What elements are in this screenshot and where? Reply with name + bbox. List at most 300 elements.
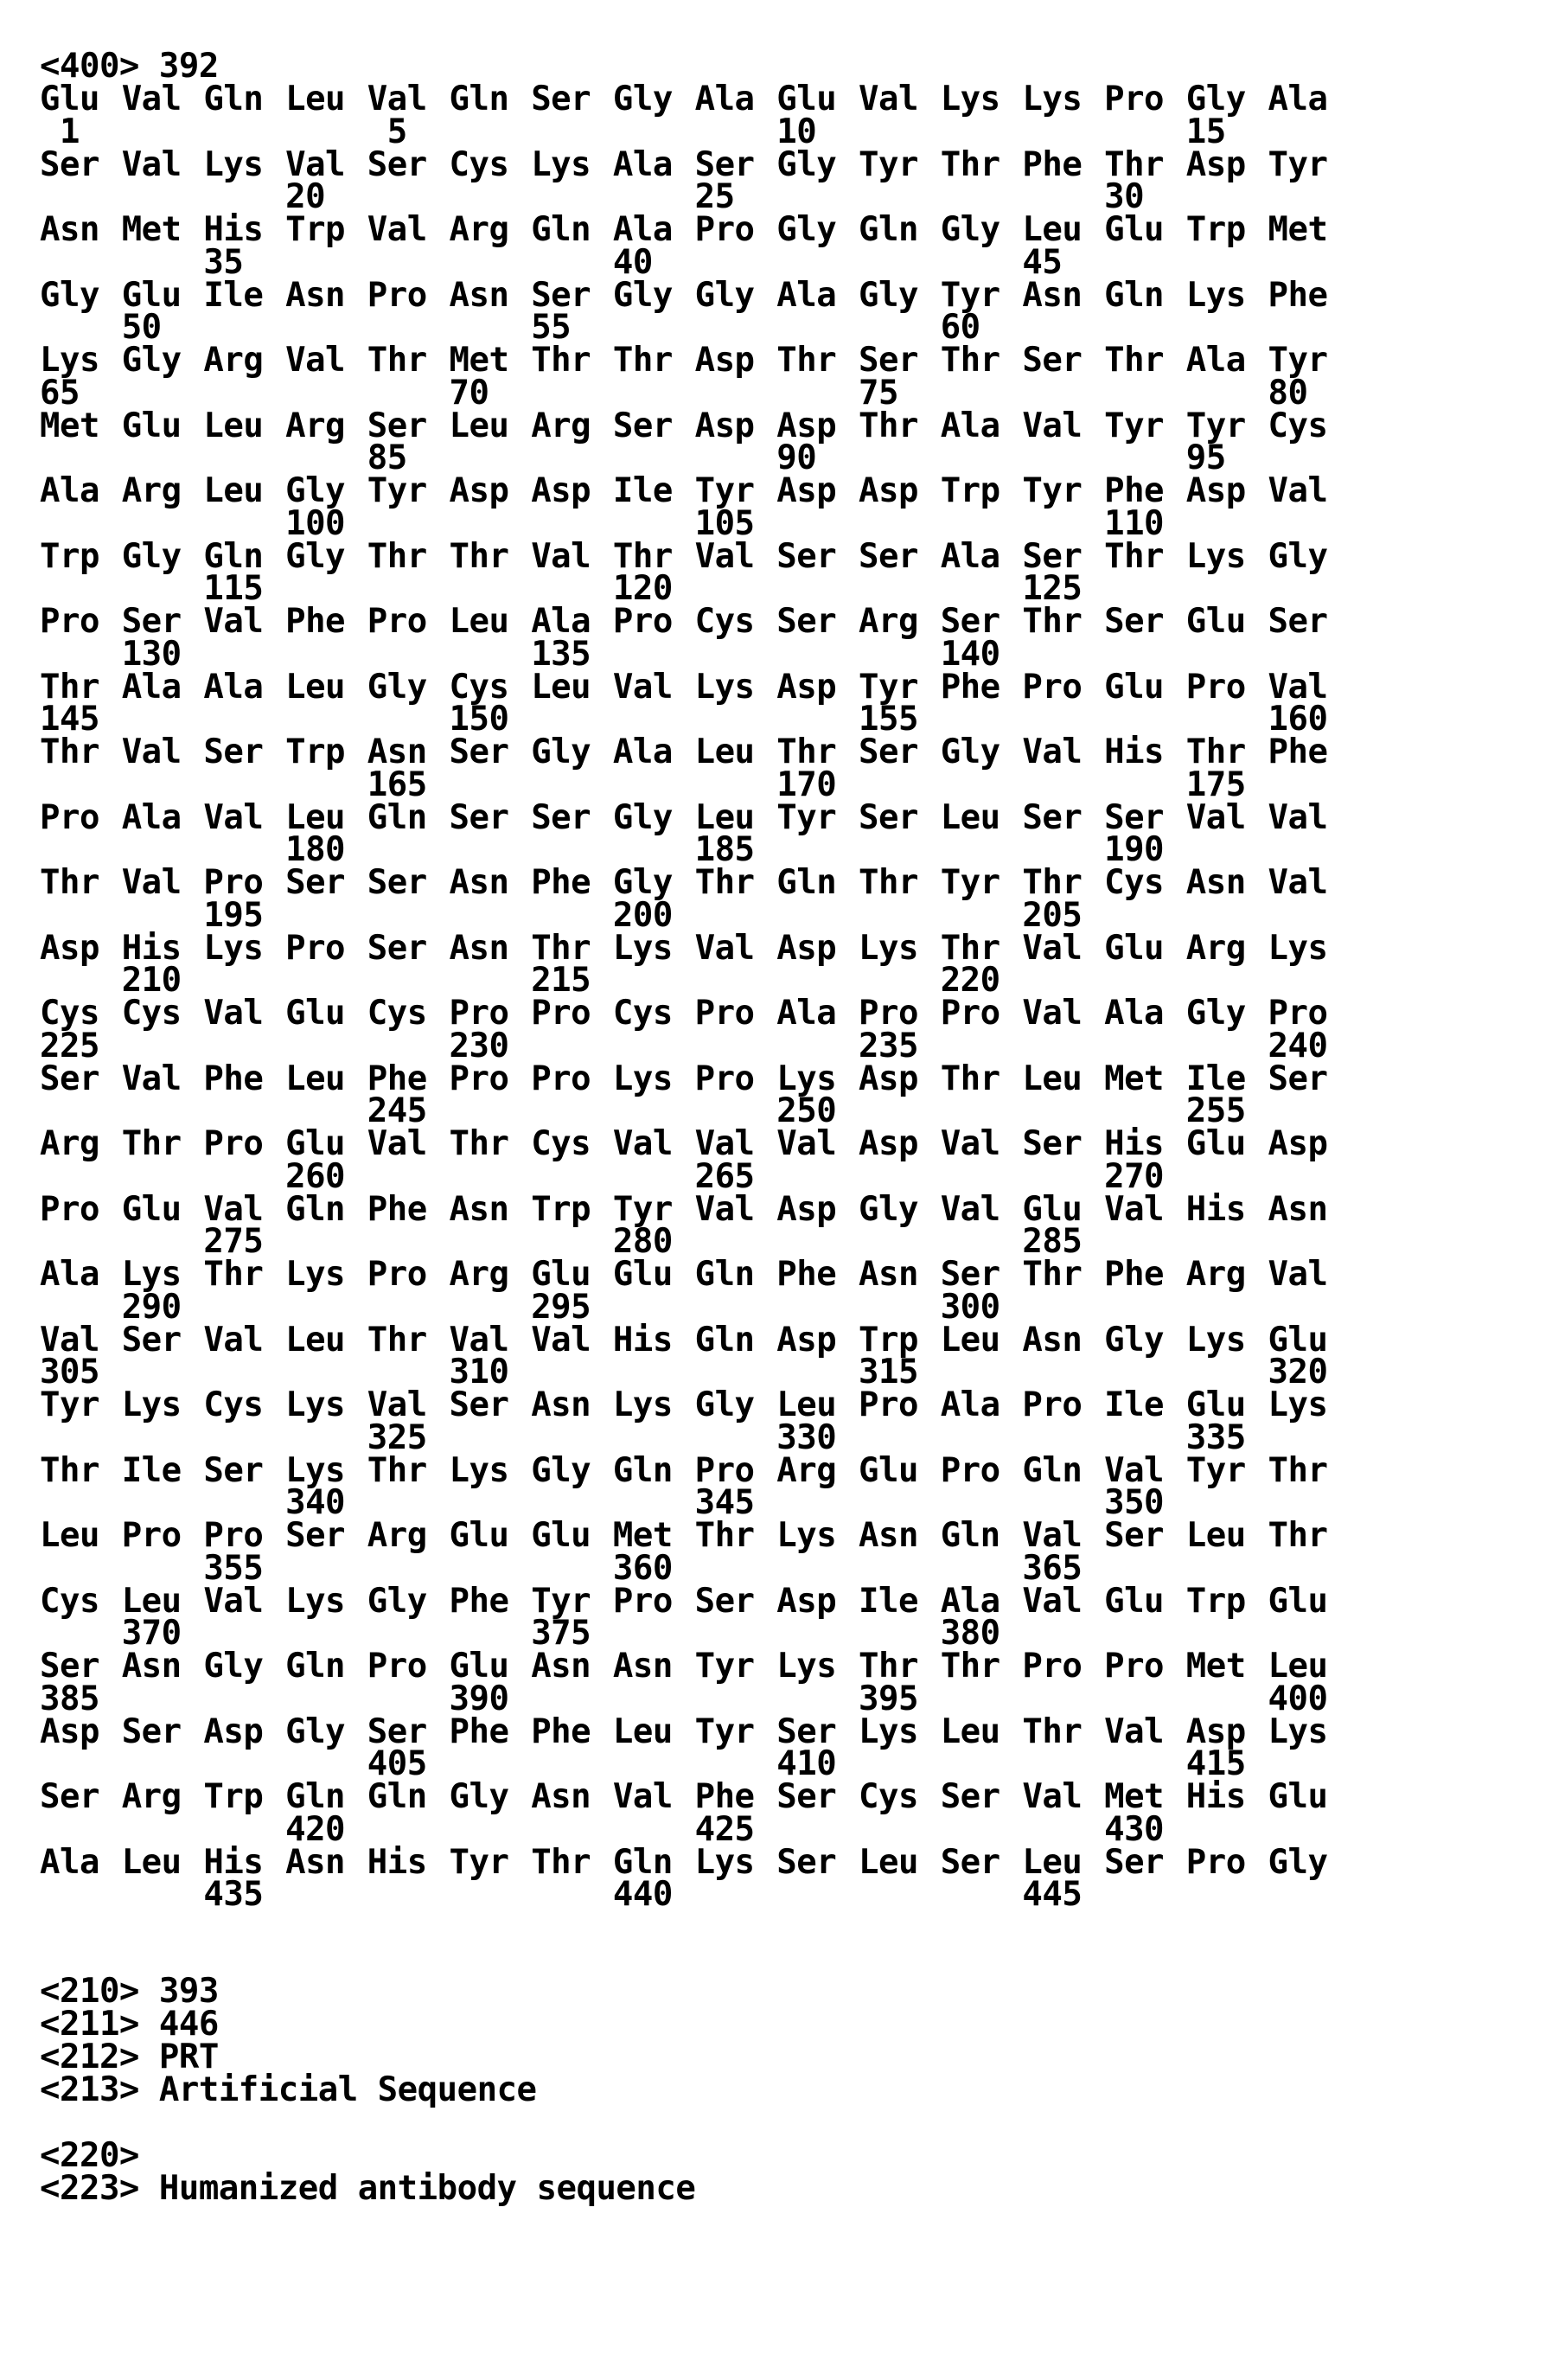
residue: Ser xyxy=(367,867,427,899)
residue: Lys xyxy=(1268,1716,1328,1749)
residue: Gln xyxy=(285,1193,345,1226)
sequence-header xyxy=(40,50,219,83)
residue: Thr xyxy=(941,149,1000,182)
residue: Asn xyxy=(40,214,99,246)
residue: Pro xyxy=(1268,997,1328,1030)
residue: Gly xyxy=(695,1389,755,1422)
position-number: 315 xyxy=(859,1356,918,1389)
position-number: 160 xyxy=(1268,703,1328,736)
residue: Asn xyxy=(1186,867,1246,899)
residue: Pro xyxy=(450,997,509,1030)
residue: Val xyxy=(1268,671,1328,704)
residue: Gln xyxy=(695,1324,755,1357)
entry-other-info xyxy=(40,2172,695,2205)
position-number: 215 xyxy=(531,964,591,997)
residue: Tyr xyxy=(367,475,427,508)
residue: Val xyxy=(695,932,755,965)
residue: Thr xyxy=(531,932,591,965)
position-number: 375 xyxy=(531,1617,591,1650)
position-number: 230 xyxy=(450,1030,509,1063)
residue: Ile xyxy=(122,1455,182,1488)
residue: Lys xyxy=(859,1716,918,1749)
residue: Ala xyxy=(941,1585,1000,1618)
residue: Thr xyxy=(1022,867,1082,899)
position-number: 55 xyxy=(531,311,571,344)
residue: Asp xyxy=(776,1585,836,1618)
residue: Tyr xyxy=(859,149,918,182)
residue: Ser xyxy=(1022,802,1082,835)
residue: Tyr xyxy=(695,1716,755,1749)
position-number: 265 xyxy=(695,1161,755,1193)
residue: Lys xyxy=(613,932,673,965)
position-number: 395 xyxy=(859,1683,918,1716)
residue: Val xyxy=(695,1193,755,1226)
residue: Val xyxy=(122,736,182,769)
residue: Ser xyxy=(776,1781,836,1814)
residue: Ser xyxy=(367,149,427,182)
position-number: 425 xyxy=(695,1814,755,1846)
residue: Thr xyxy=(859,1650,918,1683)
residue: Lys xyxy=(1186,1324,1246,1357)
residue: Asp xyxy=(695,344,755,377)
residue: Phe xyxy=(531,1716,591,1749)
residue: Arg xyxy=(1186,932,1246,965)
residue: Ser xyxy=(776,1716,836,1749)
entry-organism xyxy=(40,2074,537,2107)
position-number: 345 xyxy=(695,1487,755,1519)
position-number: 190 xyxy=(1104,834,1164,867)
position-number: 240 xyxy=(1268,1030,1328,1063)
position-number: 15 xyxy=(1186,116,1226,149)
residue: Asp xyxy=(776,475,836,508)
residue: Ser xyxy=(531,279,591,312)
residue: Thr xyxy=(776,344,836,377)
residue: Val xyxy=(40,1324,99,1357)
residue: Leu xyxy=(285,802,345,835)
position-number: 115 xyxy=(203,573,263,605)
residue: Val xyxy=(941,1193,1000,1226)
residue: Lys xyxy=(1268,1389,1328,1422)
position-number: 45 xyxy=(1022,246,1062,279)
residue: Asn xyxy=(285,279,345,312)
residue: Arg xyxy=(367,1519,427,1552)
residue: Val xyxy=(1022,1781,1082,1814)
residue: Leu xyxy=(1186,1519,1246,1552)
entry-length xyxy=(40,2008,219,2041)
position-number: 25 xyxy=(695,181,735,214)
residue: Thr xyxy=(531,344,591,377)
residue: Ser xyxy=(40,149,99,182)
position-number: 10 xyxy=(776,116,816,149)
position-number: 200 xyxy=(613,899,673,932)
residue: Val xyxy=(285,149,345,182)
residue: Asp xyxy=(776,1193,836,1226)
residue: Tyr xyxy=(40,1389,99,1422)
residue: Ala xyxy=(122,671,182,704)
residue: Pro xyxy=(450,1063,509,1096)
residue: Leu xyxy=(285,671,345,704)
residue: Ser xyxy=(450,1389,509,1422)
residue: Thr xyxy=(941,932,1000,965)
position-number: 385 xyxy=(40,1683,99,1716)
residue: Val xyxy=(613,1128,673,1161)
position-number: 80 xyxy=(1268,377,1308,410)
residue: Thr xyxy=(40,1455,99,1488)
residue: Pro xyxy=(695,1455,755,1488)
residue: Leu xyxy=(695,802,755,835)
residue: Ile xyxy=(859,1585,918,1618)
position-number: 150 xyxy=(450,703,509,736)
residue: Ser xyxy=(450,736,509,769)
residue: Gly xyxy=(776,214,836,246)
residue: Glu xyxy=(285,997,345,1030)
residue: Gln xyxy=(859,214,918,246)
residue: Asp xyxy=(40,1716,99,1749)
residue: Pro xyxy=(695,997,755,1030)
residue: Ser xyxy=(367,932,427,965)
position-number: 255 xyxy=(1186,1095,1246,1128)
position-number: 100 xyxy=(285,508,345,541)
residue: Glu xyxy=(450,1650,509,1683)
residue: His xyxy=(1104,736,1164,769)
residue: Ala xyxy=(1268,83,1328,116)
residue: Ser xyxy=(859,802,918,835)
position-number: 170 xyxy=(776,769,836,802)
position-number: 30 xyxy=(1104,181,1144,214)
residue: Leu xyxy=(613,1716,673,1749)
residue: Lys xyxy=(285,1389,345,1422)
position-number: 110 xyxy=(1104,508,1164,541)
residue: Cys xyxy=(613,997,673,1030)
position-number: 180 xyxy=(285,834,345,867)
residue: Gly xyxy=(285,475,345,508)
residue: His xyxy=(203,1846,263,1879)
residue: Pro xyxy=(285,932,345,965)
residue: Glu xyxy=(1104,932,1164,965)
residue: Pro xyxy=(203,1128,263,1161)
residue: Pro xyxy=(367,279,427,312)
residue: Leu xyxy=(1022,214,1082,246)
residue: Ala xyxy=(40,475,99,508)
residue: Thr xyxy=(367,541,427,573)
residue: Gly xyxy=(450,1781,509,1814)
residue: Val xyxy=(1104,1193,1164,1226)
seq-id-value: 393 xyxy=(159,1972,219,2011)
residue: Ala xyxy=(531,605,591,638)
residue: Pro xyxy=(1022,1389,1082,1422)
residue: Gly xyxy=(859,1193,918,1226)
residue: Thr xyxy=(859,410,918,443)
residue: Tyr xyxy=(531,1585,591,1618)
residue: Val xyxy=(531,541,591,573)
position-number: 445 xyxy=(1022,1878,1082,1911)
residue: Ser xyxy=(450,802,509,835)
residue: Gly xyxy=(285,541,345,573)
residue: Arg xyxy=(859,605,918,638)
residue: Trp xyxy=(203,1781,263,1814)
residue: Phe xyxy=(450,1716,509,1749)
residue: Gly xyxy=(613,867,673,899)
residue: Pro xyxy=(203,1519,263,1552)
length-value: 446 xyxy=(159,2005,219,2044)
position-number: 60 xyxy=(941,311,980,344)
residue: Ser xyxy=(285,867,345,899)
residue: Pro xyxy=(203,867,263,899)
residue: Lys xyxy=(941,83,1000,116)
residue: Tyr xyxy=(1186,410,1246,443)
residue: Asp xyxy=(776,410,836,443)
residue: Gly xyxy=(941,736,1000,769)
position-number: 380 xyxy=(941,1617,1000,1650)
position-number: 95 xyxy=(1186,442,1226,475)
residue: Pro xyxy=(40,802,99,835)
residue: Glu xyxy=(1186,605,1246,638)
residue: Ala xyxy=(40,1258,99,1291)
residue: Ser xyxy=(941,1846,1000,1879)
residue: Gln xyxy=(203,541,263,573)
residue: Asn xyxy=(1022,1324,1082,1357)
residue: Val xyxy=(367,1128,427,1161)
residue: Leu xyxy=(1022,1063,1082,1096)
residue: Thr xyxy=(1268,1455,1328,1488)
residue: Arg xyxy=(450,214,509,246)
residue: Pro xyxy=(695,214,755,246)
residue: Leu xyxy=(285,1063,345,1096)
residue: Glu xyxy=(1268,1781,1328,1814)
residue: Thr xyxy=(1186,736,1246,769)
position-number: 435 xyxy=(203,1878,263,1911)
residue: Ala xyxy=(776,997,836,1030)
position-number: 300 xyxy=(941,1291,1000,1324)
residue: Arg xyxy=(122,475,182,508)
residue: Thr xyxy=(1104,344,1164,377)
position-number: 430 xyxy=(1104,1814,1164,1846)
residue: Asn xyxy=(859,1258,918,1291)
residue: Phe xyxy=(1268,736,1328,769)
residue: Thr xyxy=(613,541,673,573)
residue: Leu xyxy=(203,410,263,443)
residue: Met xyxy=(1104,1063,1164,1096)
residue: Trp xyxy=(859,1324,918,1357)
residue: Thr xyxy=(203,1258,263,1291)
position-number: 285 xyxy=(1022,1225,1082,1258)
residue: Glu xyxy=(40,83,99,116)
residue: Phe xyxy=(1104,475,1164,508)
residue: Pro xyxy=(941,1455,1000,1488)
residue: Lys xyxy=(776,1519,836,1552)
residue: Val xyxy=(1268,867,1328,899)
residue: Val xyxy=(450,1324,509,1357)
tag-211: <211> xyxy=(40,2005,139,2044)
residue: Val xyxy=(531,1324,591,1357)
residue: Leu xyxy=(1022,1846,1082,1879)
position-number: 305 xyxy=(40,1356,99,1389)
residue: Ala xyxy=(941,541,1000,573)
residue: Gly xyxy=(695,279,755,312)
position-number: 440 xyxy=(613,1878,673,1911)
residue: Pro xyxy=(1104,83,1164,116)
residue: Ala xyxy=(695,83,755,116)
residue: Arg xyxy=(40,1128,99,1161)
residue: Val xyxy=(203,802,263,835)
residue: Ser xyxy=(122,1324,182,1357)
residue: Val xyxy=(367,83,427,116)
position-number: 250 xyxy=(776,1095,836,1128)
residue: Glu xyxy=(613,1258,673,1291)
residue: Ser xyxy=(859,736,918,769)
residue: Trp xyxy=(285,214,345,246)
residue: Glu xyxy=(1186,1128,1246,1161)
type-value: PRT xyxy=(159,2038,219,2076)
residue: Met xyxy=(1104,1781,1164,1814)
residue: Phe xyxy=(203,1063,263,1096)
residue: Ala xyxy=(203,671,263,704)
tag-210: <210> xyxy=(40,1972,139,2011)
residue: Thr xyxy=(695,867,755,899)
residue: Thr xyxy=(613,344,673,377)
residue: Pro xyxy=(613,605,673,638)
residue: Ala xyxy=(122,802,182,835)
residue: Val xyxy=(1268,1258,1328,1291)
residue: Tyr xyxy=(695,1650,755,1683)
residue: Leu xyxy=(941,1324,1000,1357)
residue: Asp xyxy=(859,475,918,508)
position-number: 75 xyxy=(859,377,898,410)
residue: Gly xyxy=(1268,541,1328,573)
residue: Thr xyxy=(367,1324,427,1357)
residue: Val xyxy=(613,671,673,704)
residue: Pro xyxy=(1022,671,1082,704)
entry-feature xyxy=(40,2140,139,2172)
residue: Leu xyxy=(776,1389,836,1422)
position-number: 175 xyxy=(1186,769,1246,802)
residue: Val xyxy=(285,344,345,377)
residue: His xyxy=(367,1846,427,1879)
position-number: 370 xyxy=(122,1617,182,1650)
residue: Val xyxy=(203,997,263,1030)
residue: Ser xyxy=(859,541,918,573)
position-number: 50 xyxy=(122,311,162,344)
residue: Gly xyxy=(531,1455,591,1488)
position-number: 360 xyxy=(613,1552,673,1585)
residue: Ser xyxy=(859,344,918,377)
tag-220: <220> xyxy=(40,2136,139,2175)
residue: Arg xyxy=(203,344,263,377)
residue: Lys xyxy=(203,149,263,182)
residue: Ile xyxy=(1104,1389,1164,1422)
residue: Thr xyxy=(367,1455,427,1488)
position-number: 415 xyxy=(1186,1748,1246,1781)
residue: Thr xyxy=(1022,605,1082,638)
residue: Asp xyxy=(1186,149,1246,182)
residue: Lys xyxy=(122,1389,182,1422)
residue: Gln xyxy=(776,867,836,899)
residue: Glu xyxy=(450,1519,509,1552)
tag-212: <212> xyxy=(40,2038,139,2076)
residue: Val xyxy=(776,1128,836,1161)
residue: Lys xyxy=(531,149,591,182)
residue: Trp xyxy=(941,475,1000,508)
residue: Ala xyxy=(40,1846,99,1879)
residue: Met xyxy=(40,410,99,443)
residue: Ser xyxy=(941,1781,1000,1814)
residue: Lys xyxy=(613,1389,673,1422)
residue: His xyxy=(1186,1781,1246,1814)
residue: Cys xyxy=(122,997,182,1030)
residue: Ser xyxy=(1104,1519,1164,1552)
residue: Lys xyxy=(1022,83,1082,116)
residue: Met xyxy=(613,1519,673,1552)
residue: Pro xyxy=(941,997,1000,1030)
residue: Gly xyxy=(776,149,836,182)
residue: Thr xyxy=(859,867,918,899)
residue: Trp xyxy=(1186,214,1246,246)
residue: Trp xyxy=(285,736,345,769)
residue: Ala xyxy=(941,1389,1000,1422)
header-value: 392 xyxy=(159,47,219,86)
residue: Gln xyxy=(285,1781,345,1814)
position-number: 210 xyxy=(122,964,182,997)
residue: Val xyxy=(122,867,182,899)
residue: Met xyxy=(1268,214,1328,246)
position-number: 40 xyxy=(613,246,653,279)
residue: Thr xyxy=(695,1519,755,1552)
residue: Ser xyxy=(1022,541,1082,573)
residue: Cys xyxy=(450,671,509,704)
residue: Ala xyxy=(613,149,673,182)
residue: Ala xyxy=(776,279,836,312)
residue: Ser xyxy=(203,736,263,769)
residue: Thr xyxy=(776,736,836,769)
residue: Val xyxy=(695,1128,755,1161)
residue: Lys xyxy=(1186,541,1246,573)
residue: Leu xyxy=(203,475,263,508)
residue: Glu xyxy=(531,1258,591,1291)
position-number: 205 xyxy=(1022,899,1082,932)
residue: Gly xyxy=(613,279,673,312)
residue: Val xyxy=(1022,1585,1082,1618)
residue: Arg xyxy=(122,1781,182,1814)
residue: Asp xyxy=(776,671,836,704)
residue: Thr xyxy=(941,344,1000,377)
residue: Gln xyxy=(203,83,263,116)
residue: Tyr xyxy=(1022,475,1082,508)
residue: Ser xyxy=(776,541,836,573)
residue: Leu xyxy=(122,1846,182,1879)
residue: His xyxy=(122,932,182,965)
position-number: 20 xyxy=(285,181,325,214)
residue: Thr xyxy=(1268,1519,1328,1552)
residue: Ser xyxy=(695,149,755,182)
residue: Asp xyxy=(531,475,591,508)
residue: Tyr xyxy=(1268,149,1328,182)
residue: Ala xyxy=(1104,997,1164,1030)
residue: Ser xyxy=(776,1846,836,1879)
residue: Asn xyxy=(1022,279,1082,312)
residue: Gly xyxy=(613,83,673,116)
residue: Thr xyxy=(941,1650,1000,1683)
residue: Gly xyxy=(1104,1324,1164,1357)
residue: Asp xyxy=(695,410,755,443)
residue: Gln xyxy=(695,1258,755,1291)
organism-value: Artificial Sequence xyxy=(159,2070,537,2109)
residue: Thr xyxy=(450,1128,509,1161)
residue: Cys xyxy=(1268,410,1328,443)
residue: Gln xyxy=(450,83,509,116)
residue: Gly xyxy=(1186,83,1246,116)
residue: Val xyxy=(122,149,182,182)
residue: Asn xyxy=(859,1519,918,1552)
